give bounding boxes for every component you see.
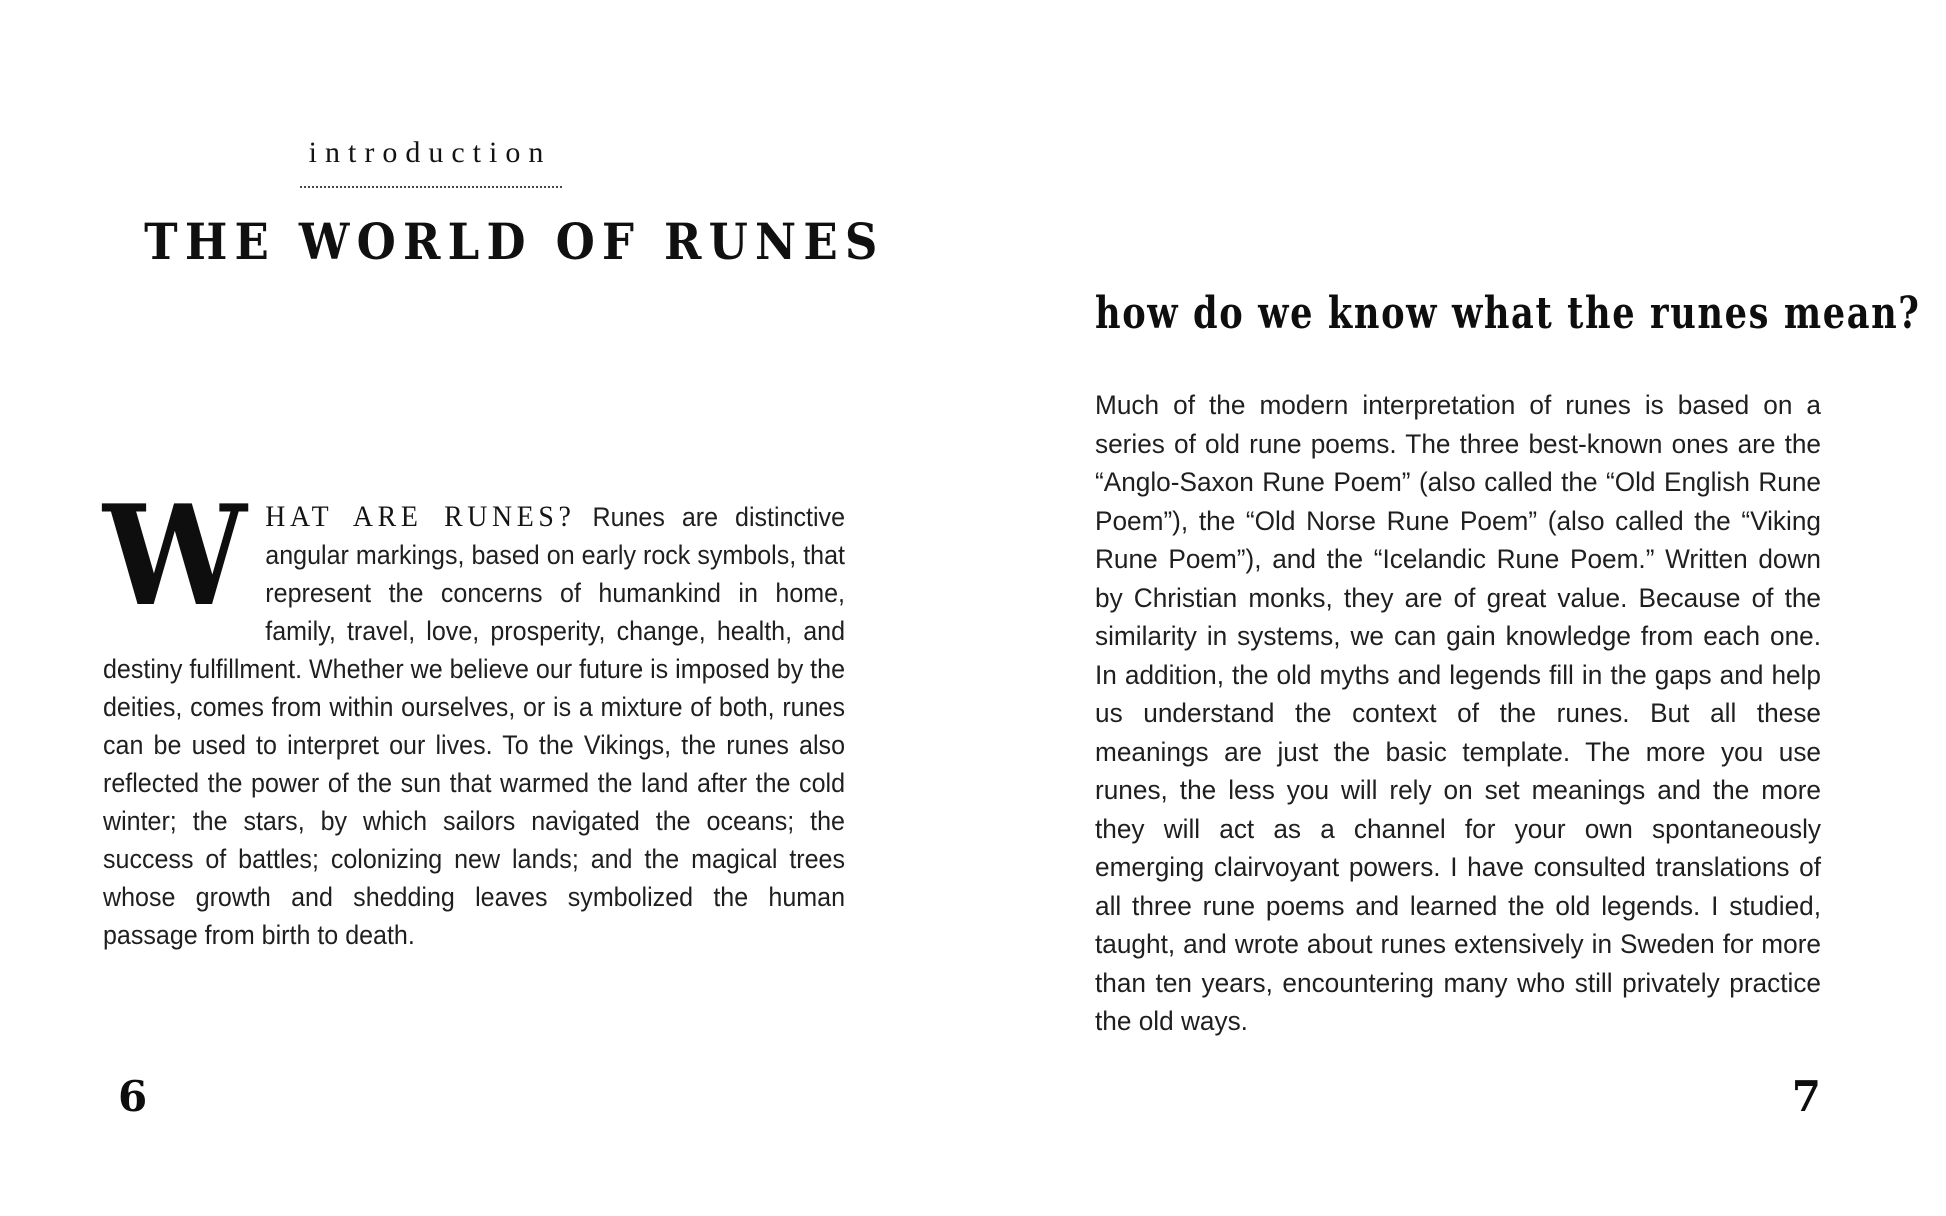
section-heading-text: how do we know what the runes mean? — [1095, 288, 1921, 339]
left-paragraph-text: Runes are distinctive angular markings, based on early rock symbols, that represent the concerns of humankind in home, family, travel, love, prosperity, change, health, and destiny fulfillment. Whether we believe our future is imposed by the deities, comes from within ourselves, or is a mixture of both, runes can be used to interpret our lives. To the Vikings, the runes also reflected the power of the sun that warmed the land after the cold winter; the stars, by which sailors navigated the oceans; the success of battles; colonizing new lands; and the magical trees whose growth and shedding leaves symbolized the human passage from birth to death. — [103, 502, 846, 950]
section-heading — [1095, 288, 1946, 339]
chapter-title-text: THE WORLD OF RUNES — [144, 212, 885, 271]
leadin-smallcaps: HAT ARE RUNES? — [265, 500, 576, 533]
page-number-left: 6 — [118, 1072, 148, 1121]
kicker-underline-rule — [300, 168, 562, 188]
page-number-right: 7 — [1791, 1072, 1821, 1121]
left-body-paragraph — [103, 474, 846, 954]
dropcap-letter: W — [103, 474, 247, 637]
right-body-paragraph: Much of the modern interpretation of runes is based on a series of old rune poems. The three best-known ones are the “Anglo-Saxon Rune Poem” (also called the “Old English Rune Poem”), the “Old Norse Rune Poem” (also called the “Viking Rune Poem”), and the “Icelandic Rune Poem.” Written down by Christian monks, they are of great value. Because of the similarity in systems, we can gain knowledge from each one. In addition, the old myths and legends fill in the gaps and help us understand the context of the runes. But all these meanings are just the basic template. The more you use runes, the less you will rely on set meanings and the more they will act as a channel for your own spontaneously emerging clairvoyant powers. I have consulted translations of all three rune poems and learned the old legends. I studied, taught, and wrote about runes extensively in Sweden for more than ten years, encountering many who still privately practice the old ways. — [1095, 390, 1822, 1036]
section-kicker: introduction — [308, 136, 552, 169]
chapter-title — [103, 212, 885, 271]
